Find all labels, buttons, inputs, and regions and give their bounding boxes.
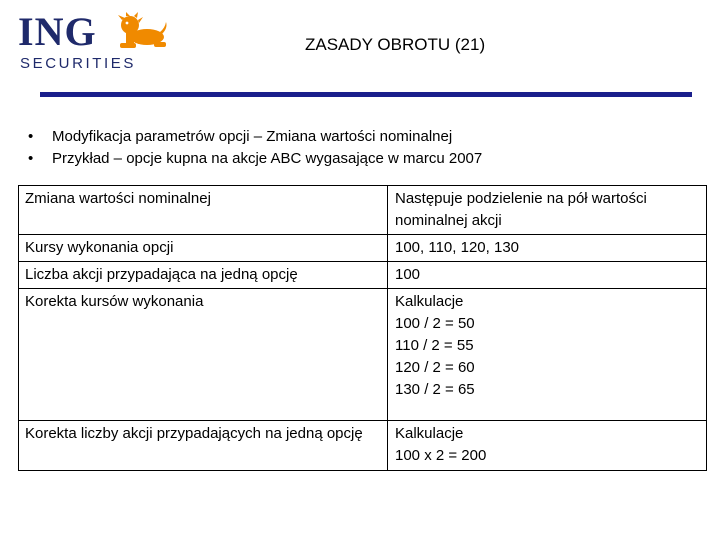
row-label: Kursy wykonania opcji [19, 235, 388, 262]
row-label: Korekta liczby akcji przypadających na jedną opcję [19, 421, 388, 471]
table-row [19, 289, 707, 421]
value-line: 100 [395, 266, 421, 283]
value-line: 100 x 2 = 200 [395, 447, 487, 464]
row-value [388, 235, 707, 262]
logo-tagline: SECURITIES [20, 55, 137, 72]
table-row [19, 235, 707, 262]
bullet-list [28, 126, 482, 170]
value-line: Kalkulacje [395, 293, 464, 310]
page-title: ZASADY OBROTU (21) [305, 35, 486, 54]
bullet-marker: • [28, 150, 34, 167]
row-value [388, 262, 707, 289]
table-row [19, 186, 707, 235]
bullet-text: Przykład – opcje kupna na akcje ABC wygasające w marcu 2007 [52, 150, 483, 167]
table-row [19, 421, 707, 471]
row-label: Korekta kursów wykonania [19, 289, 388, 421]
header-divider [40, 92, 692, 97]
row-label: Liczba akcji przypadająca na jedną opcję [19, 262, 388, 289]
value-line: 100 / 2 = 50 [395, 315, 475, 332]
parameters-table [18, 185, 707, 471]
value-line: 100, 110, 120, 130 [395, 239, 519, 256]
bullet-item [28, 148, 482, 170]
lion-icon [116, 12, 168, 52]
logo-brand: ING [18, 9, 97, 54]
ing-securities-logo [18, 10, 168, 72]
value-line: 120 / 2 = 60 [395, 359, 475, 376]
row-value [388, 421, 707, 471]
value-line: Następuje podzielenie na pół wartości nominalnej akcji [395, 190, 647, 229]
value-line: 130 / 2 = 65 [395, 381, 475, 398]
value-line: 110 / 2 = 55 [395, 337, 474, 354]
bullet-item [28, 126, 482, 148]
table-row [19, 262, 707, 289]
value-line: Kalkulacje [395, 425, 464, 442]
bullet-marker: • [28, 128, 34, 145]
row-value [388, 289, 707, 421]
row-value [388, 186, 707, 235]
bullet-text: Modyfikacja parametrów opcji – Zmiana wartości nominalnej [52, 128, 453, 145]
row-label: Zmiana wartości nominalnej [19, 186, 388, 235]
